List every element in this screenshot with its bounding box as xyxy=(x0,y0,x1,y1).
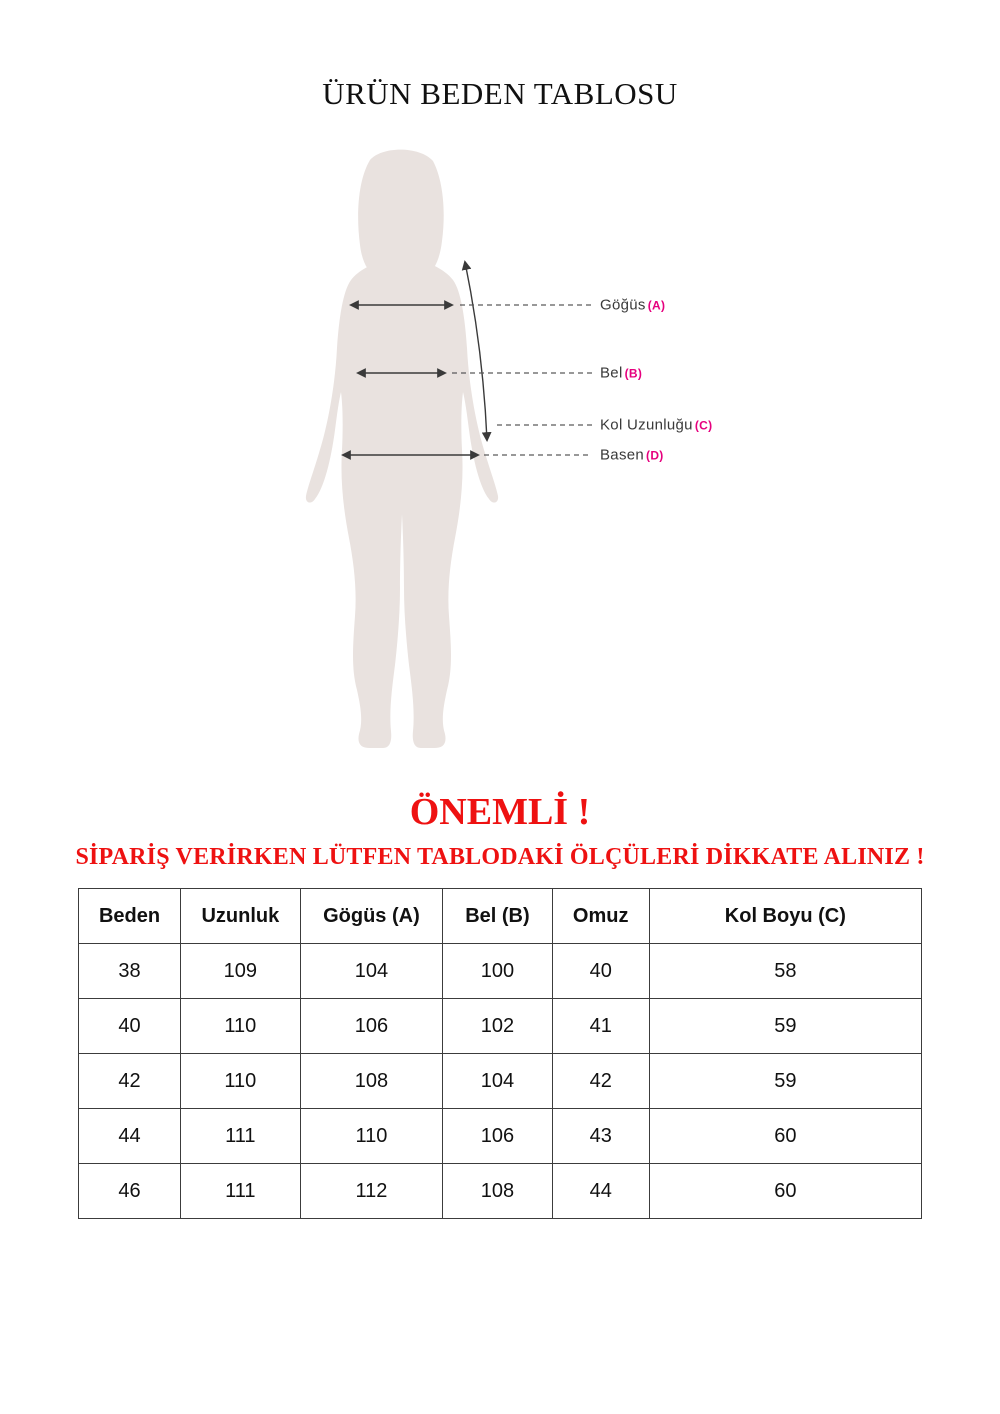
measure-letter-d: (D) xyxy=(646,448,664,463)
size-table-container xyxy=(78,888,922,1219)
table-cell: 59 xyxy=(649,999,921,1054)
measure-label-chest xyxy=(600,297,665,314)
page-title: ÜRÜN BEDEN TABLOSU xyxy=(322,76,678,111)
measure-label-text: Göğüs xyxy=(600,296,646,314)
table-cell: 102 xyxy=(443,999,553,1054)
measure-label-hip xyxy=(600,447,664,464)
col-header-kol-boyu: Kol Boyu (C) xyxy=(649,889,921,944)
col-header-bel: Bel (B) xyxy=(443,889,553,944)
measure-label-waist xyxy=(600,365,642,382)
table-cell: 60 xyxy=(649,1164,921,1219)
table-cell: 43 xyxy=(552,1109,649,1164)
table-cell: 59 xyxy=(649,1054,921,1109)
table-row xyxy=(79,999,922,1054)
table-row xyxy=(79,944,922,999)
table-cell: 40 xyxy=(552,944,649,999)
table-cell: 60 xyxy=(649,1109,921,1164)
size-table-header-row xyxy=(79,889,922,944)
table-cell: 108 xyxy=(443,1164,553,1219)
table-cell: 104 xyxy=(300,944,442,999)
col-header-gogus: Gögüs (A) xyxy=(300,889,442,944)
table-cell: 41 xyxy=(552,999,649,1054)
table-cell: 42 xyxy=(79,1054,181,1109)
measure-label-text: Kol Uzunluğu xyxy=(600,416,693,434)
table-cell: 112 xyxy=(300,1164,442,1219)
table-row xyxy=(79,1164,922,1219)
table-cell: 109 xyxy=(181,944,301,999)
table-cell: 58 xyxy=(649,944,921,999)
table-cell: 42 xyxy=(552,1054,649,1109)
table-cell: 106 xyxy=(300,999,442,1054)
col-header-omuz: Omuz xyxy=(552,889,649,944)
table-cell: 100 xyxy=(443,944,553,999)
table-cell: 38 xyxy=(79,944,181,999)
table-row xyxy=(79,1054,922,1109)
table-cell: 110 xyxy=(181,999,301,1054)
table-cell: 104 xyxy=(443,1054,553,1109)
measure-letter-c: (C) xyxy=(694,418,713,433)
table-cell: 110 xyxy=(181,1054,301,1109)
table-cell: 111 xyxy=(181,1164,301,1219)
table-cell: 40 xyxy=(79,999,181,1054)
table-cell: 106 xyxy=(443,1109,553,1164)
table-cell: 44 xyxy=(552,1164,649,1219)
order-warning-text: SİPARİŞ VERİRKEN LÜTFEN TABLODAKİ ÖLÇÜLERİ DİKKATE ALINIZ ! xyxy=(75,844,925,870)
table-cell: 110 xyxy=(300,1109,442,1164)
measure-letter-a: (A) xyxy=(647,298,666,313)
table-cell: 46 xyxy=(79,1164,181,1219)
important-heading: ÖNEMLİ ! xyxy=(409,791,591,833)
measure-label-arm-length xyxy=(600,417,712,434)
measure-label-text: Basen xyxy=(600,446,645,464)
measure-letter-b: (B) xyxy=(624,366,643,381)
col-header-beden: Beden xyxy=(79,889,181,944)
silhouette-body xyxy=(306,258,498,748)
size-table xyxy=(78,888,922,1219)
table-cell: 44 xyxy=(79,1109,181,1164)
table-cell: 111 xyxy=(181,1109,301,1164)
female-body-silhouette xyxy=(306,150,498,748)
table-row xyxy=(79,1109,922,1164)
col-header-uzunluk: Uzunluk xyxy=(181,889,301,944)
measure-label-text: Bel xyxy=(600,364,623,382)
table-cell: 108 xyxy=(300,1054,442,1109)
